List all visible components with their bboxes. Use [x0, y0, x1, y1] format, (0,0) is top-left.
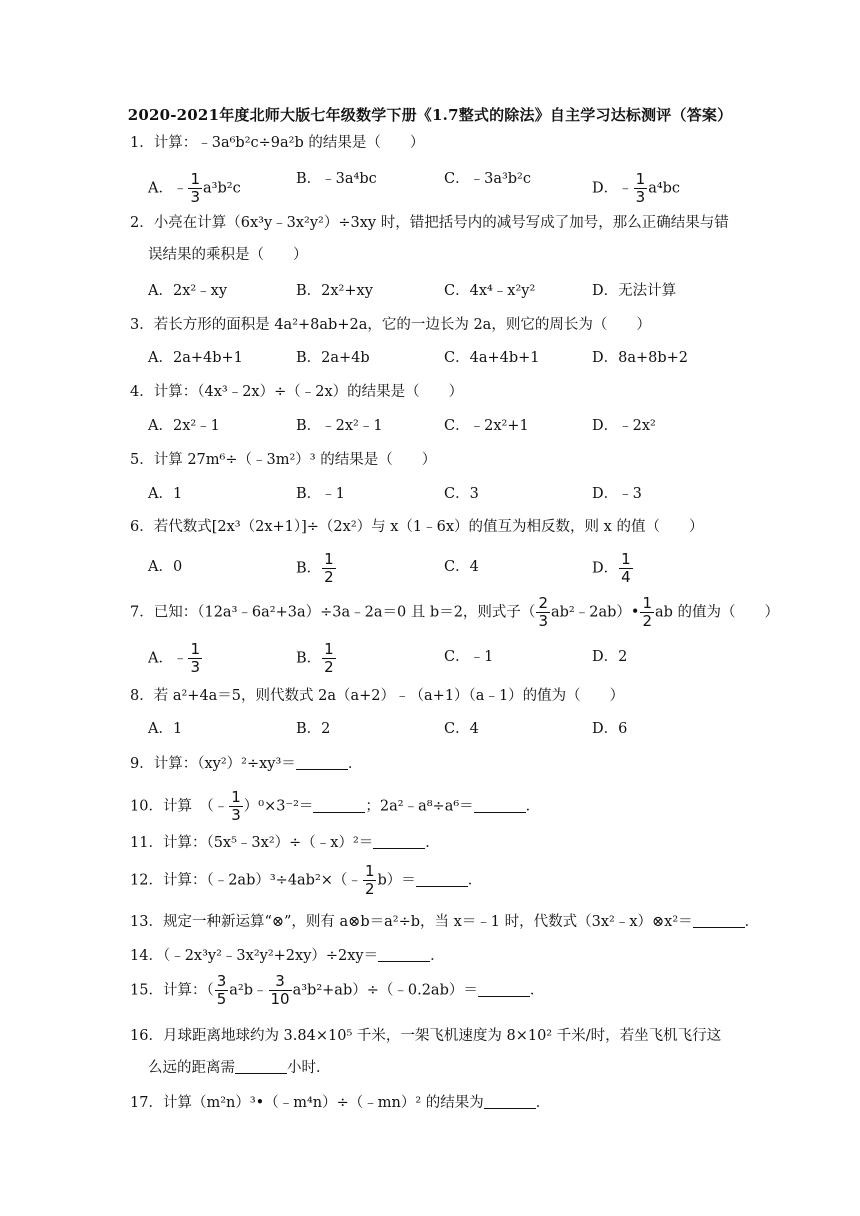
option-b: B．﹣1	[296, 486, 345, 502]
text-fragment: b）＝	[377, 872, 416, 889]
option-c: C．﹣1	[444, 649, 494, 665]
option-a: A．0	[148, 559, 183, 575]
text-fragment: 3．若长方形的面积是 4a²+8ab+2a，它的一边长为 2a，则它的周长为（ ）	[130, 317, 651, 333]
question-10	[130, 790, 740, 823]
option-d: D．﹣3	[592, 486, 642, 502]
option-b	[296, 552, 337, 585]
text-fragment: ．	[744, 914, 760, 930]
text-fragment: a³b²c	[203, 180, 241, 197]
fraction-one-third	[229, 790, 243, 823]
text-fragment: ；2a²﹣a⁸÷a⁶＝	[365, 798, 474, 815]
text-fragment: 1	[324, 550, 334, 568]
option-c: C．4a+4b+1	[444, 350, 540, 366]
text-fragment: ab²﹣2ab）•	[550, 604, 640, 621]
text-fragment: a³b²+ab）÷（﹣0.2ab）＝	[292, 982, 478, 999]
answer-blank[interactable]	[373, 848, 425, 849]
option-c: C．3	[444, 486, 479, 502]
question-2	[130, 216, 740, 231]
option-a: A．1	[148, 721, 183, 737]
text-fragment: 16．月球距离地球约为 3.84×10⁵ 千米，一架飞机速度为 8×10² 千米/时，若坐飞机飞行这	[130, 1028, 722, 1044]
text-fragment: 3	[538, 612, 548, 630]
text-fragment: 9．计算：（xy²）²÷xy³＝	[130, 756, 296, 772]
text-fragment: 小时．	[287, 1060, 331, 1076]
option-b	[296, 642, 337, 675]
text-fragment: ．	[425, 835, 440, 851]
text-fragment: ab 的值为（ ）	[654, 604, 780, 621]
text-fragment: A．﹣	[148, 180, 188, 197]
question-8	[130, 689, 740, 704]
text-fragment: 3	[231, 806, 241, 824]
fraction-two-thirds	[536, 596, 550, 629]
question-4	[130, 385, 740, 400]
option-a: A．2x²﹣xy	[148, 283, 228, 299]
option-d: D．6	[592, 721, 628, 737]
fraction-one-third	[188, 642, 202, 675]
question-2-continued	[148, 248, 740, 263]
answer-blank[interactable]	[235, 1073, 287, 1074]
text-fragment: 1	[190, 170, 201, 188]
fraction-one-third	[634, 172, 648, 205]
text-fragment: 10	[270, 990, 290, 1008]
text-fragment: 6．若代数式[2x³（2x+1）]÷（2x²）与 x（1﹣6x）的值互为相反数，则 x 的值（ ）	[130, 519, 704, 535]
text-fragment: 3	[190, 188, 201, 206]
option-a: A．1	[148, 486, 183, 502]
answer-blank[interactable]	[378, 961, 430, 962]
option-a	[148, 172, 241, 205]
text-fragment: ）⁰×3⁻²＝	[243, 798, 314, 815]
question-1	[130, 136, 740, 151]
text-fragment: 1	[231, 788, 241, 806]
option-a	[148, 642, 203, 675]
text-fragment: 1	[621, 550, 631, 568]
fraction-one-half	[640, 596, 654, 629]
answer-blank[interactable]	[693, 927, 745, 928]
question-14	[130, 949, 740, 964]
text-fragment: ．	[347, 756, 363, 772]
text-fragment: 3	[635, 188, 646, 206]
text-fragment: ．	[525, 798, 541, 815]
option-d	[592, 172, 680, 205]
question-17	[130, 1096, 740, 1111]
text-fragment: 1	[364, 862, 375, 880]
question-6	[130, 520, 740, 535]
question-13	[130, 914, 760, 930]
question-12	[130, 864, 740, 897]
text-fragment: 4	[621, 568, 631, 586]
question-16	[130, 1029, 740, 1044]
text-fragment: 12．计算：（﹣2ab）³÷4ab²×（﹣	[130, 872, 362, 889]
question-7	[130, 594, 780, 630]
option-b: B．﹣3a⁴bc	[296, 171, 377, 187]
text-fragment: D．﹣	[592, 180, 633, 197]
text-fragment: 1	[642, 594, 652, 612]
question-9	[130, 757, 740, 772]
fraction-one-half	[363, 864, 377, 897]
fraction-three-fifths	[215, 974, 229, 1007]
text-fragment: 11．计算：（5x⁵﹣3x²）÷（﹣x）²＝	[130, 835, 374, 851]
text-fragment: 7．已知：（12a³﹣6a²+3a）÷3a﹣2a＝0 且 b＝2，则式子（	[130, 604, 536, 621]
fraction-one-third	[188, 172, 202, 205]
text-fragment: 5	[216, 990, 227, 1008]
text-fragment: B．	[296, 650, 322, 667]
option-c: C．﹣3a³b²c	[444, 171, 531, 187]
question-11	[130, 836, 740, 851]
text-fragment: 8．若 a²+4a＝5，则代数式 2a（a+2）﹣（a+1）（a﹣1）的值为（ ）	[130, 688, 625, 704]
text-fragment: 4．计算：（4x³﹣2x）÷（﹣2x）的结果是（ ）	[130, 384, 464, 400]
text-fragment: 2	[642, 612, 652, 630]
answer-blank[interactable]	[313, 812, 365, 813]
text-fragment: 1	[190, 640, 201, 658]
fraction-one-quarter	[619, 552, 633, 585]
option-d	[592, 552, 634, 585]
text-fragment: 2	[538, 594, 548, 612]
question-15	[130, 974, 740, 1007]
text-fragment: 17．计算（m²n）³•（﹣m⁴n）÷（﹣mn）² 的结果为	[130, 1095, 484, 1111]
text-fragment: ．	[430, 948, 445, 964]
question-5	[130, 453, 740, 468]
fraction-three-tenths	[269, 974, 292, 1007]
option-b: B．﹣2x²﹣1	[296, 418, 383, 434]
text-fragment: ．	[467, 872, 483, 889]
answer-blank[interactable]	[296, 769, 348, 770]
text-fragment: A．﹣	[148, 650, 188, 667]
page-title: 2020-2021年度北师大版七年级数学下册《1.7整式的除法》自主学习达标测评（答案）	[127, 106, 733, 124]
option-a: A．2a+4b+1	[148, 350, 243, 366]
text-fragment: 误结果的乘积是（ ）	[148, 247, 308, 263]
text-fragment: 14．（﹣2x³y²﹣3x²y²+2xy）÷2xy＝	[130, 948, 379, 964]
question-1-stem: 1．计算：﹣3a⁶b²c÷9a²b 的结果是（ ）	[130, 135, 425, 151]
text-fragment: ．	[535, 1095, 551, 1111]
option-d: D．2	[592, 649, 628, 665]
text-fragment: 2	[324, 568, 334, 586]
option-a: A．2x²﹣1	[148, 418, 220, 434]
text-fragment: 2	[324, 658, 334, 676]
text-fragment: a⁴bc	[648, 180, 681, 197]
text-fragment: 13．规定一种新运算“⊗”，则有 a⊗b＝a²÷b，当 x＝﹣1 时，代数式（3x²﹣x）⊗x²＝	[130, 914, 693, 930]
option-b: B．2a+4b	[296, 350, 370, 366]
text-fragment: 2．小亮在计算（6x³y﹣3x²y²）÷3xy 时，错把括号内的减号写成了加号，那么正确结果与错	[130, 215, 729, 231]
text-fragment: 2	[364, 880, 375, 898]
answer-blank[interactable]	[484, 1108, 536, 1109]
text-fragment: 15．计算：（	[130, 982, 214, 999]
answer-blank[interactable]	[474, 812, 526, 813]
fraction-one-half	[322, 552, 336, 585]
text-fragment: 么远的距离需	[148, 1060, 235, 1076]
question-3	[130, 318, 740, 333]
answer-blank[interactable]	[416, 886, 468, 887]
question-16-continued	[148, 1061, 740, 1076]
text-fragment: 10．计算 （﹣	[130, 798, 229, 815]
option-c: C．4x⁴﹣x²y²	[444, 283, 536, 299]
option-b: B．2x²+xy	[296, 283, 373, 299]
text-fragment: 1	[324, 640, 334, 658]
text-fragment: B．	[296, 560, 322, 577]
text-fragment: 3	[269, 974, 292, 991]
fraction-one-half	[322, 642, 336, 675]
text-fragment: 3	[190, 658, 201, 676]
text-fragment: 5．计算 27m⁶÷（﹣3m²）³ 的结果是（ ）	[130, 452, 437, 468]
option-d: D．﹣2x²	[592, 418, 656, 434]
text-fragment: 1	[635, 170, 646, 188]
text-fragment: a²b﹣	[229, 982, 268, 999]
option-b: B．2	[296, 721, 331, 737]
text-fragment: D．	[592, 560, 619, 577]
option-c: C．4	[444, 559, 479, 575]
answer-blank[interactable]	[478, 996, 530, 997]
text-fragment: 3	[216, 972, 227, 990]
option-c: C．﹣2x²+1	[444, 418, 529, 434]
option-d: D．无法计算	[592, 283, 677, 299]
option-c: C．4	[444, 721, 479, 737]
text-fragment: ．	[529, 982, 545, 999]
option-d: D．8a+8b+2	[592, 350, 689, 366]
